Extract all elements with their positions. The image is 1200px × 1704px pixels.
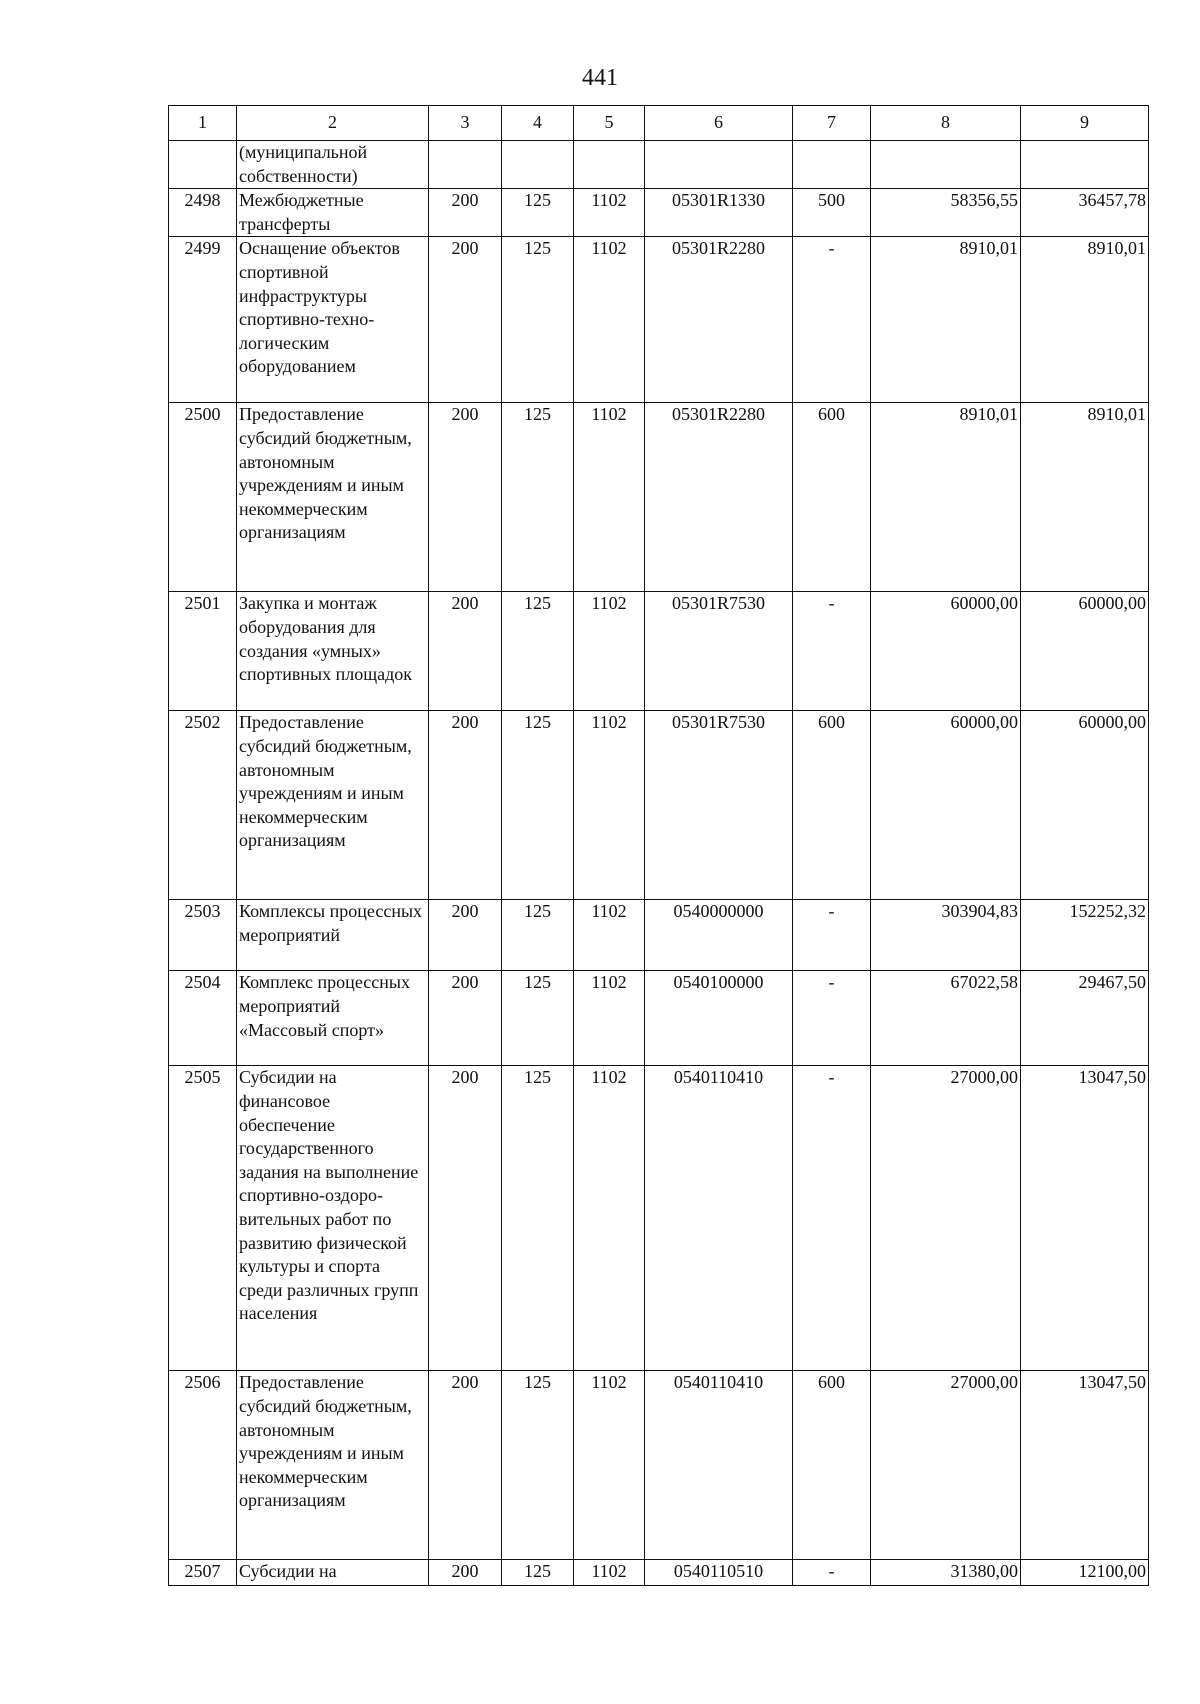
cell-col3: 200: [429, 711, 502, 900]
cell-col9: 8910,01: [1021, 403, 1149, 592]
column-header: 4: [502, 106, 574, 141]
budget-table: [168, 105, 1149, 1586]
cell-col8: [871, 141, 1021, 189]
cell-col4: 125: [502, 189, 574, 237]
column-header: 5: [574, 106, 645, 141]
table-row: [169, 592, 1149, 711]
row-number: 2503: [169, 900, 237, 971]
cell-col6: 0540110410: [645, 1066, 793, 1371]
cell-col5: 1102: [574, 1066, 645, 1371]
cell-col5: 1102: [574, 592, 645, 711]
table-row: [169, 711, 1149, 900]
cell-col5: [574, 141, 645, 189]
row-number: 2504: [169, 971, 237, 1066]
cell-col8: 8910,01: [871, 237, 1021, 403]
cell-col8: 58356,55: [871, 189, 1021, 237]
header-row: [169, 106, 1149, 141]
row-name: Предоставление субсидий бюджетным, автономным учреждениям и иным некоммерческим организациям: [237, 711, 429, 900]
cell-col6: 0540110510: [645, 1560, 793, 1586]
column-header: 9: [1021, 106, 1149, 141]
table-body: [169, 141, 1149, 1586]
cell-col3: 200: [429, 971, 502, 1066]
cell-col4: 125: [502, 237, 574, 403]
row-number: [169, 141, 237, 189]
row-name: Оснащение объектов спортивной инфраструктуры спортивно-техно-логическим оборудованием: [237, 237, 429, 403]
cell-col3: 200: [429, 1371, 502, 1560]
cell-col5: 1102: [574, 189, 645, 237]
cell-col5: 1102: [574, 237, 645, 403]
row-name: Закупка и монтаж оборудования для создания «умных» спортивных площадок: [237, 592, 429, 711]
row-number: 2499: [169, 237, 237, 403]
row-name: Межбюджетные трансферты: [237, 189, 429, 237]
column-header: 7: [793, 106, 871, 141]
cell-col3: [429, 141, 502, 189]
page-number: 441: [582, 65, 618, 91]
cell-col9: 13047,50: [1021, 1066, 1149, 1371]
cell-col6: 0540000000: [645, 900, 793, 971]
row-number: 2502: [169, 711, 237, 900]
cell-col7: 500: [793, 189, 871, 237]
cell-col8: 8910,01: [871, 403, 1021, 592]
cell-col4: 125: [502, 971, 574, 1066]
cell-col4: 125: [502, 1560, 574, 1586]
cell-col4: 125: [502, 1066, 574, 1371]
cell-col9: 152252,32: [1021, 900, 1149, 971]
table-row: [169, 971, 1149, 1066]
column-header: 1: [169, 106, 237, 141]
cell-col8: 67022,58: [871, 971, 1021, 1066]
cell-col9: 60000,00: [1021, 711, 1149, 900]
column-header: 8: [871, 106, 1021, 141]
table-row: [169, 1560, 1149, 1586]
column-header: 3: [429, 106, 502, 141]
cell-col5: 1102: [574, 711, 645, 900]
cell-col4: [502, 141, 574, 189]
cell-col7: -: [793, 1066, 871, 1371]
column-header: 6: [645, 106, 793, 141]
cell-col9: 13047,50: [1021, 1371, 1149, 1560]
cell-col9: 36457,78: [1021, 189, 1149, 237]
row-number: 2506: [169, 1371, 237, 1560]
cell-col6: 05301R2280: [645, 237, 793, 403]
table-row: [169, 900, 1149, 971]
column-header: 2: [237, 106, 429, 141]
table-row: [169, 1371, 1149, 1560]
row-name: Предоставление субсидий бюджетным, автономным учреждениям и иным некоммерческим организациям: [237, 403, 429, 592]
table-row: [169, 403, 1149, 592]
row-name: (муниципальной собственности): [237, 141, 429, 189]
cell-col6: [645, 141, 793, 189]
cell-col7: -: [793, 1560, 871, 1586]
row-name: Субсидии на финансовое обеспечение государственного задания на выполнение спортивно-оздоро-вительных работ по развитию физической культуры и спорта среди различных групп населения: [237, 1066, 429, 1371]
cell-col5: 1102: [574, 1371, 645, 1560]
cell-col5: 1102: [574, 971, 645, 1066]
cell-col8: 31380,00: [871, 1560, 1021, 1586]
cell-col6: 0540100000: [645, 971, 793, 1066]
cell-col8: 303904,83: [871, 900, 1021, 971]
cell-col3: 200: [429, 237, 502, 403]
cell-col7: 600: [793, 711, 871, 900]
cell-col6: 05301R1330: [645, 189, 793, 237]
cell-col9: 12100,00: [1021, 1560, 1149, 1586]
cell-col8: 27000,00: [871, 1371, 1021, 1560]
cell-col8: 60000,00: [871, 711, 1021, 900]
cell-col6: 05301R7530: [645, 592, 793, 711]
cell-col9: 8910,01: [1021, 237, 1149, 403]
cell-col9: 29467,50: [1021, 971, 1149, 1066]
cell-col3: 200: [429, 592, 502, 711]
cell-col8: 27000,00: [871, 1066, 1021, 1371]
cell-col7: 600: [793, 403, 871, 592]
cell-col4: 125: [502, 403, 574, 592]
row-number: 2505: [169, 1066, 237, 1371]
table-row: [169, 1066, 1149, 1371]
row-number: 2507: [169, 1560, 237, 1586]
row-name: Субсидии на: [237, 1560, 429, 1586]
cell-col3: 200: [429, 189, 502, 237]
cell-col9: [1021, 141, 1149, 189]
table-row: [169, 237, 1149, 403]
cell-col9: 60000,00: [1021, 592, 1149, 711]
row-number: 2498: [169, 189, 237, 237]
cell-col8: 60000,00: [871, 592, 1021, 711]
cell-col5: 1102: [574, 900, 645, 971]
row-number: 2501: [169, 592, 237, 711]
cell-col4: 125: [502, 900, 574, 971]
cell-col4: 125: [502, 592, 574, 711]
cell-col6: 05301R2280: [645, 403, 793, 592]
cell-col6: 0540110410: [645, 1371, 793, 1560]
cell-col6: 05301R7530: [645, 711, 793, 900]
row-name: Комплексы процессных мероприятий: [237, 900, 429, 971]
cell-col5: 1102: [574, 403, 645, 592]
row-name: Предоставление субсидий бюджетным, автономным учреждениям и иным некоммерческим организациям: [237, 1371, 429, 1560]
cell-col4: 125: [502, 1371, 574, 1560]
row-name: Комплекс процессных мероприятий «Массовый спорт»: [237, 971, 429, 1066]
cell-col3: 200: [429, 1066, 502, 1371]
cell-col7: -: [793, 237, 871, 403]
cell-col3: 200: [429, 1560, 502, 1586]
cell-col7: -: [793, 971, 871, 1066]
table-row: [169, 189, 1149, 237]
row-number: 2500: [169, 403, 237, 592]
cell-col3: 200: [429, 900, 502, 971]
cell-col7: 600: [793, 1371, 871, 1560]
cell-col7: -: [793, 900, 871, 971]
cell-col5: 1102: [574, 1560, 645, 1586]
cell-col7: -: [793, 592, 871, 711]
cell-col3: 200: [429, 403, 502, 592]
cell-col4: 125: [502, 711, 574, 900]
cell-col7: [793, 141, 871, 189]
table-row: [169, 141, 1149, 189]
